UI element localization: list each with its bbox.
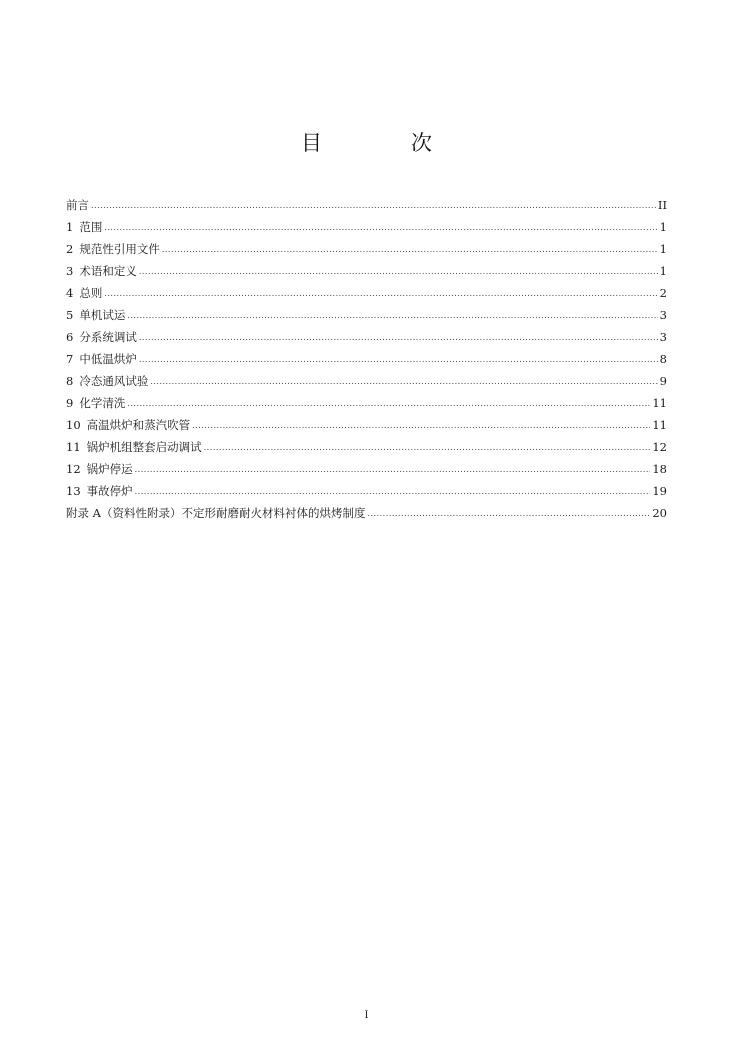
- dot-leader: [91, 195, 656, 217]
- toc-entry-page: 3: [659, 330, 667, 344]
- toc-entry-page: 8: [659, 352, 667, 366]
- toc-entry-terms-definitions[interactable]: [66, 260, 667, 282]
- toc-entry-label: 9 化学清洗: [66, 396, 126, 410]
- toc-entry-label: 2 规范性引用文件: [66, 242, 160, 256]
- dot-leader: [135, 481, 651, 503]
- dot-leader: [104, 283, 657, 305]
- toc-entry-label: 附录 A（资料性附录）不定形耐磨耐火材料衬体的烘烤制度: [66, 506, 366, 520]
- toc-entry-page: 20: [652, 506, 667, 520]
- toc-entry-page: 18: [652, 462, 667, 476]
- toc-entry-page: 11: [652, 418, 667, 432]
- toc-entry-normative-references[interactable]: [66, 238, 667, 260]
- dot-leader: [162, 239, 658, 261]
- toc-entry-label: 12 锅炉停运: [66, 462, 133, 476]
- toc-entry-page: 19: [652, 484, 667, 498]
- toc-entry-page: 3: [659, 308, 667, 322]
- dot-leader: [139, 349, 658, 371]
- toc-entry-label: 6 分系统调试: [66, 330, 137, 344]
- toc-entry-page: 1: [659, 264, 667, 278]
- toc-entry-chemical-cleaning[interactable]: [66, 392, 667, 414]
- toc-entry-boiler-shutdown[interactable]: [66, 458, 667, 480]
- dot-leader: [192, 415, 650, 437]
- dot-leader: [150, 371, 657, 393]
- toc-entry-page: 1: [659, 242, 667, 256]
- toc-entry-scope[interactable]: [66, 216, 667, 238]
- toc-entry-low-medium-temp-drying[interactable]: [66, 348, 667, 370]
- toc-entry-page: 12: [652, 440, 667, 454]
- page-title: 目 次: [301, 131, 466, 155]
- dot-leader: [127, 393, 650, 415]
- toc-entry-label: 3 术语和定义: [66, 264, 137, 278]
- dot-leader: [127, 305, 657, 327]
- dot-leader: [204, 437, 651, 459]
- toc-entry-label: 1 范围: [66, 220, 103, 234]
- toc-entry-label: 8 冷态通风试验: [66, 374, 149, 388]
- toc-entry-label: 13 事故停炉: [66, 484, 133, 498]
- toc-entry-emergency-shutdown[interactable]: [66, 480, 667, 502]
- toc-entry-page: 11: [652, 396, 667, 410]
- dot-leader: [139, 261, 658, 283]
- toc-entry-general[interactable]: [66, 282, 667, 304]
- toc-entry-foreword[interactable]: [66, 194, 667, 216]
- toc-entry-boiler-unit-startup[interactable]: [66, 436, 667, 458]
- toc-entry-single-unit-trial[interactable]: [66, 304, 667, 326]
- dot-leader: [139, 327, 658, 349]
- toc-entry-label: 10 高温烘炉和蒸汽吹管: [66, 418, 191, 432]
- toc-entry-page: 9: [659, 374, 667, 388]
- table-of-contents: [66, 194, 667, 524]
- dot-leader: [135, 459, 651, 481]
- toc-entry-cold-ventilation-test[interactable]: [66, 370, 667, 392]
- toc-entry-label: 11 锅炉机组整套启动调试: [66, 440, 202, 454]
- toc-entry-appendix-a[interactable]: [66, 502, 667, 524]
- toc-entry-page: 2: [659, 286, 667, 300]
- toc-entry-label: 4 总则: [66, 286, 103, 300]
- toc-entry-page: 1: [659, 220, 667, 234]
- page-number: I: [364, 1010, 369, 1021]
- dot-leader: [104, 217, 657, 239]
- toc-entry-label: 5 单机试运: [66, 308, 126, 322]
- toc-entry-label: 前言: [66, 198, 89, 212]
- dot-leader: [367, 503, 650, 525]
- toc-entry-label: 7 中低温烘炉: [66, 352, 137, 366]
- toc-entry-subsystem-commissioning[interactable]: [66, 326, 667, 348]
- toc-entry-high-temp-drying-steam-blowing[interactable]: [66, 414, 667, 436]
- toc-entry-page: II: [657, 198, 667, 212]
